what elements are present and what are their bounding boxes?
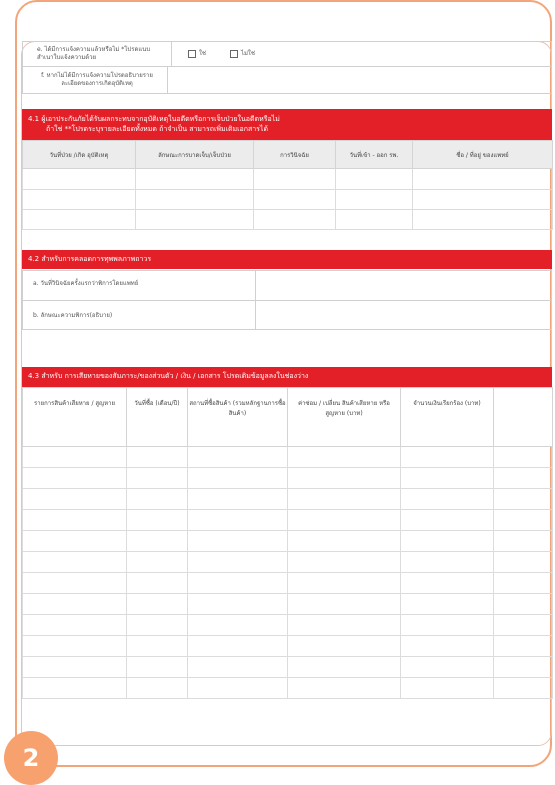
- belongings-table: [22, 387, 553, 699]
- disability-row-a-input[interactable]: [256, 271, 552, 301]
- table-row: [23, 489, 553, 510]
- table-row: [23, 636, 553, 657]
- disability-row-b-input[interactable]: [256, 301, 552, 330]
- section-43-header: [22, 367, 552, 387]
- history-col-date: วันที่ป่วย /เกิด อุบัติเหตุ: [23, 141, 136, 169]
- history-col-diagnosis: การวินิจฉัย: [254, 141, 336, 169]
- row-e-police-report: [22, 41, 552, 67]
- row-f-explanation: [22, 66, 552, 94]
- yes-checkbox[interactable]: [188, 50, 196, 58]
- belongings-col-item: รายการสินค้าเสียหาย / สูญหาย: [23, 388, 127, 447]
- page-number-badge: 2: [4, 731, 58, 785]
- disability-row-a-label: a. วันที่วินิจฉัยครั้งแรกว่าพิการโดยแพทย์: [23, 271, 256, 301]
- table-row: [23, 594, 553, 615]
- disability-table: [22, 270, 552, 330]
- row-f-input[interactable]: [168, 67, 552, 94]
- section-42-header: [22, 250, 552, 269]
- claim-form-page: [22, 41, 552, 745]
- table-row: [23, 657, 553, 678]
- section-42-title: 4.2 สำหรับการคลอดการทุพพลภาพถาวร: [28, 255, 152, 263]
- row-f-label: f. หากไม่ได้มีการแจ้งความโปรดอธิบายรายละเอียดของการเกิดอุบัติเหตุ: [23, 67, 168, 94]
- table-row: [23, 615, 553, 636]
- yes-label: ใช่: [199, 50, 207, 57]
- history-col-hospital-dates: วันที่เข้า - ออก รพ.: [336, 141, 413, 169]
- section-43-title: 4.3 สำหรับ การเสียหายของสัมภาระ/ของส่วนตัว / เงิน / เอกสาร โปรดเติมข้อมูลลงในช่องว่าง: [28, 372, 309, 380]
- section-41-title: 4.1 ผู้เอาประกันภัยได้รับผลกระทบจากอุบัติเหตุในอดีตหรือการเจ็บป่วยในอดีตหรือไม่: [28, 115, 280, 123]
- belongings-col-place: สถานที่ซื้อสินค้า (รวมหลักฐานการซื้อสินค้า): [188, 388, 288, 447]
- section-41-header: [22, 109, 552, 140]
- section-41-subtitle: ถ้าใช่ **โปรดระบุรายละเอียดทั้งหมด ถ้าจำเป็น สามารถเพิ่มเติมเอกสารได้: [46, 125, 268, 133]
- table-row: [23, 531, 553, 552]
- table-row: [23, 573, 553, 594]
- table-row: [23, 447, 553, 468]
- history-table: [22, 140, 553, 230]
- table-row: [23, 678, 553, 699]
- belongings-col-purchase-date: วันที่ซื้อ (เดือน/ปี): [127, 388, 188, 447]
- belongings-col-extra: [494, 388, 553, 447]
- no-label: ไม่ใช่: [240, 50, 255, 57]
- table-row: [23, 210, 553, 230]
- row-e-label: e. ได้มีการแจ้งความแล้วหรือไม่ *โปรดแนบสำเนาใบแจ้งความด้วย: [23, 42, 172, 67]
- belongings-col-claim-amount: จำนวนเงินเรียกร้อง (บาท): [401, 388, 494, 447]
- no-checkbox[interactable]: [230, 50, 238, 58]
- table-row: [23, 169, 553, 190]
- table-row: [23, 468, 553, 489]
- history-col-injury: ลักษณะการบาดเจ็บ/เจ็บป่วย: [136, 141, 254, 169]
- belongings-col-repair-cost: ค่าซ่อม / เปลี่ยน สินค้าเสียหาย หรือ สูญหาย (บาท): [288, 388, 401, 447]
- disability-row-b-label: b. ลักษณะความพิการ(อธิบาย): [23, 301, 256, 330]
- history-col-doctor: ชื่อ / ที่อยู่ ของแพทย์: [413, 141, 553, 169]
- table-row: [23, 190, 553, 210]
- table-row: [23, 510, 553, 531]
- table-row: [23, 552, 553, 573]
